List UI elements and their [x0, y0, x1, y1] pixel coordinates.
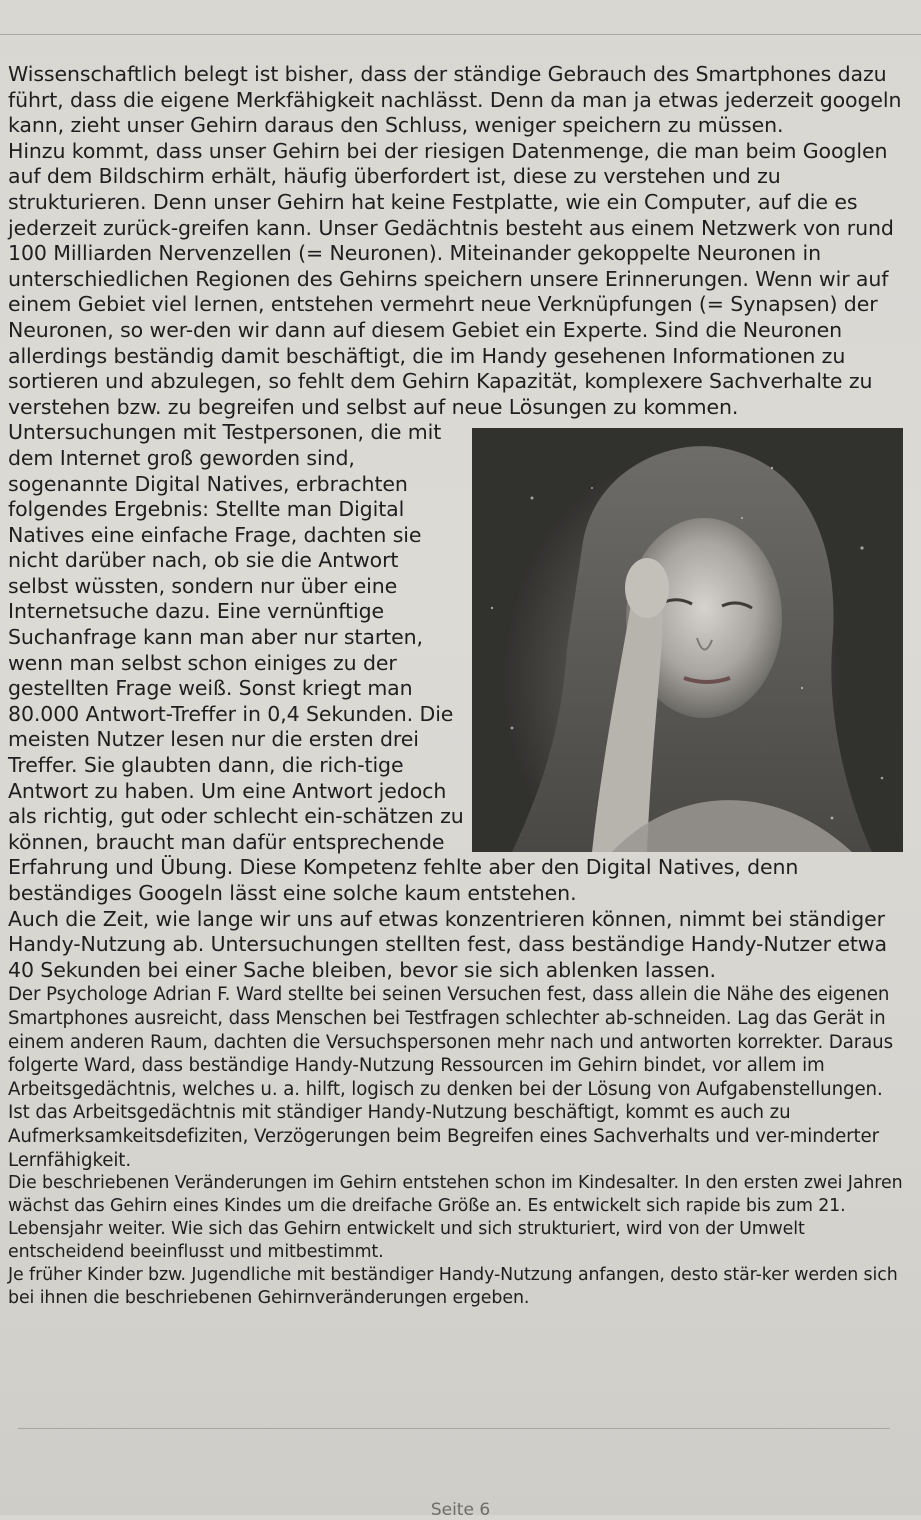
article-text — [8, 62, 903, 1310]
paragraph-5: Der Psychologe Adrian F. Ward stellte bei seinen Versuchen fest, dass allein die Nähe des eigenen Smartphones ausreicht, dass Menschen bei Testfragen schlechter ab-schneiden. Lag das Gerät in einem anderen Raum, dachten die Versuchspersonen mehr nach und antworten korrekter. Daraus folgerte Ward, dass beständige Handy-Nutzung Ressourcen im Gehirn bindet, vor allem im Arbeitsgedächtnis, welches u. a. hilft, logisch zu denken bei der Lösung von Aufgabenstellungen. — [8, 984, 893, 1100]
paragraph-3: Untersuchungen mit Testpersonen, die mit dem Internet groß geworden sind, sogenannte Digital Natives, erbrachten folgendes Ergebnis: Stellte man Digital Natives eine einfache Frage, dachten sie nicht darüber nach, ob sie die Antwort selbst wüssten, sondern nur über eine Internetsuche dazu. Eine vernünftige Suchanfrage kann man aber nur starten, wenn man selbst schon einiges zu der gestellten Frage weiß. Sonst kriegt man 80.000 Antwort-Treffer in 0,4 Sekunden. Die meisten Nutzer lesen nur die ersten drei Treffer. Sie glaubten dann, die rich-tige Antwort zu haben. Um eine Antwort jedoch als richtig, gut oder schlecht ein-schätzen zu können, braucht man dafür entsprechende Erfahrung und Übung. Diese Kompetenz fehlte aber den Digital Natives, denn beständiges Googeln lässt eine solche kaum entstehen. — [8, 420, 799, 905]
woman-headache-photo — [472, 428, 903, 852]
page-number: Seite 6 — [430, 1500, 491, 1520]
paragraph-1: Wissenschaftlich belegt ist bisher, dass der ständige Gebrauch des Smartphones dazu führt, dass die eigene Merkfähigkeit nachlässt. Denn da man ja etwas jederzeit googeln kann, zieht unser Gehirn daraus den Schluss, weniger speichern zu müssen. — [8, 62, 902, 138]
paragraph-4: Auch die Zeit, wie lange wir uns auf etwas konzentrieren können, nimmt bei ständiger Handy-Nutzung ab. Untersuchungen stellten fest, dass beständige Handy-Nutzer etwa 40 Sekunden bei einer Sache bleiben, bevor sie sich ablenken lassen. — [8, 906, 887, 982]
photo-illustration — [472, 428, 903, 852]
bottom-rule — [18, 1428, 890, 1429]
paragraph-8: Je früher Kinder bzw. Jugendliche mit beständiger Handy-Nutzung anfangen, desto stär-ker werden sich bei ihnen die beschriebenen Gehirnveränderungen ergeben. — [8, 1265, 898, 1309]
paragraph-2: Hinzu kommt, dass unser Gehirn bei der riesigen Datenmenge, die man beim Googlen auf dem Bildschirm erhält, häufig überfordert ist, diese zu verstehen und zu strukturieren. Denn unser Gehirn hat keine Festplatte, wie ein Computer, auf die es jederzeit zurück-greifen kann. Unser Gedächtnis besteht aus einem Netzwerk von rund 100 Milliarden Nervenzellen (= Neuronen). Miteinander gekoppelte Neuronen in unterschiedlichen Regionen des Gehirns speichern unsere Erinnerungen. Wenn wir auf einem Gebiet viel lernen, entstehen vermehrt neue Verknüpfungen (= Synapsen) der Neuronen, so wer-den wir dann auf diesem Gebiet ein Experte. Sind die Neuronen allerdings beständig damit beschäftigt, die im Handy gesehenen Informationen zu sortieren und abzulegen, so fehlt dem Gehirn Kapazität, komplexere Sachverhalte zu verstehen bzw. zu begreifen und selbst auf neue Lösungen zu kommen. — [8, 138, 894, 419]
top-rule — [0, 34, 921, 35]
paragraph-7: Die beschriebenen Veränderungen im Gehirn entstehen schon im Kindesalter. In den ersten zwei Jahren wächst das Gehirn eines Kindes um die dreifache Größe an. Es entwickelt sich rapide bis zum 21. Lebensjahr weiter. Wie sich das Gehirn entwickelt und sich strukturiert, wird von der Umwelt entscheidend beeinflusst und mitbestimmt. — [8, 1173, 903, 1263]
paragraph-6: Ist das Arbeitsgedächtnis mit ständiger Handy-Nutzung beschäftigt, kommt es auch zu Aufmerksamkeitsdefiziten, Verzögerungen beim Begreifen eines Sachverhalts und ver-minderter Lernfähigkeit. — [8, 1102, 880, 1171]
